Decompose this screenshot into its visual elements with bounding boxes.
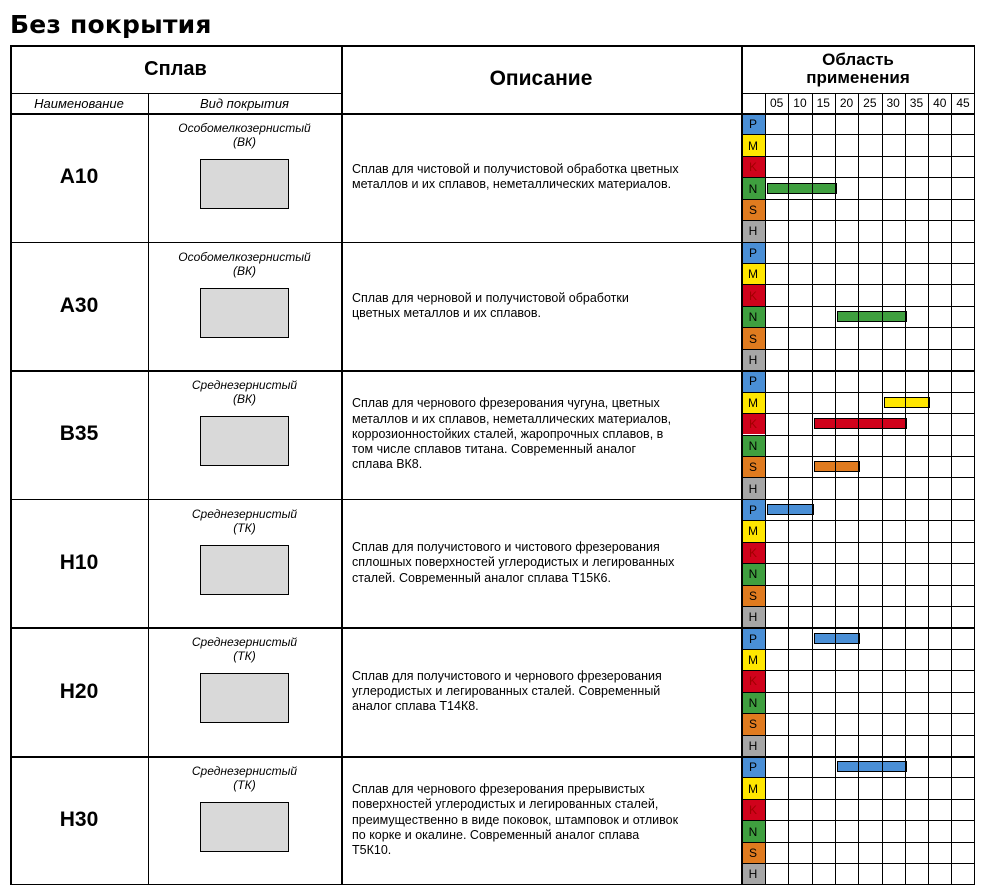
coating-swatch: [200, 288, 289, 338]
coating-line: Особомелкозернистый: [178, 121, 311, 135]
material-group-n: N: [741, 435, 765, 456]
table-border-left: [10, 45, 12, 885]
material-group-h: H: [741, 477, 765, 498]
description-line: Сплав для черновой и получистовой обработки: [352, 290, 629, 305]
row-border: [10, 756, 975, 758]
material-group-p: P: [741, 756, 765, 777]
row-border: [10, 499, 975, 501]
description-text: [352, 291, 629, 322]
material-group-k: K: [741, 542, 765, 563]
coating-line: (ВК): [232, 392, 257, 407]
alloy-name: H30: [59, 808, 99, 832]
description-line: углеродистых и легированных сталей. Современный: [352, 684, 661, 699]
description-line: металлов и их сплавов, неметаллических материалов.: [352, 177, 672, 192]
alloy-name: A30: [59, 293, 99, 317]
scale-tick: 10: [793, 96, 807, 110]
application-range-bar: [814, 418, 907, 429]
description-line: Сплав для получистового и чистового фрезерования: [352, 540, 660, 555]
material-group-s: S: [741, 199, 765, 220]
scale-column-border: [765, 93, 766, 885]
material-group-k: K: [741, 156, 765, 177]
coating-swatch: [200, 673, 289, 723]
row-border: [10, 113, 975, 115]
description-text: [352, 669, 662, 715]
material-group-s: S: [741, 842, 765, 863]
alloy-description: [352, 113, 742, 242]
coating-swatch: [200, 545, 289, 595]
description-line: том числе сплавов титана. Современный аналог: [352, 442, 637, 457]
table-border-bottom: [10, 884, 975, 886]
material-group-n: N: [741, 692, 765, 713]
alloy-description: [352, 370, 742, 499]
coating-column-header: Вид покрытия: [199, 95, 290, 111]
scale-tick: 40: [933, 96, 947, 110]
coating-type-label: [148, 121, 341, 149]
material-group-h: H: [741, 606, 765, 627]
description-text: [352, 396, 671, 472]
name-column-header: Наименование: [34, 95, 124, 111]
coating-line: (ТК): [233, 520, 256, 535]
alloy-name: H20: [59, 679, 99, 703]
application-range-bar: [767, 183, 837, 194]
scale-column-border: [882, 93, 883, 885]
scale-tick: 35: [909, 96, 924, 110]
material-group-k: K: [741, 413, 765, 434]
description-column-border: [341, 45, 343, 885]
material-group-p: P: [741, 242, 765, 263]
material-group-m: M: [741, 520, 765, 541]
material-group-h: H: [741, 349, 765, 370]
material-group-n: N: [741, 563, 765, 584]
scale-tick: 30: [886, 96, 900, 110]
description-line: цветных металлов и их сплавов.: [352, 305, 541, 320]
alloy-name: B35: [59, 422, 99, 446]
subheader-border: [10, 93, 341, 94]
coating-type-label: [148, 635, 341, 663]
coating-line: Среднезернистый: [191, 506, 298, 521]
alloy-description: [352, 627, 742, 756]
table-border-top: [10, 45, 975, 47]
description-line: поверхностей углеродистых и легированных сталей,: [352, 797, 659, 812]
description-line: Сплав для чернового фрезерования прерывистых: [352, 782, 645, 797]
coating-line: Среднезернистый: [191, 764, 298, 778]
coating-line: Среднезернистый: [191, 635, 298, 650]
material-group-m: M: [741, 263, 765, 284]
coating-type-label: [148, 378, 341, 406]
material-group-h: H: [741, 863, 765, 884]
coating-line: Среднезернистый: [191, 378, 298, 393]
scale-tick: 45: [956, 96, 970, 110]
material-group-k: K: [741, 670, 765, 691]
coating-swatch: [200, 416, 289, 466]
description-line: преимущественно в виде поковок, штамповок и отливок: [352, 812, 679, 827]
material-group-s: S: [741, 585, 765, 606]
material-group-s: S: [741, 713, 765, 734]
description-text: [352, 162, 679, 193]
material-group-k: K: [741, 284, 765, 305]
material-group-n: N: [741, 306, 765, 327]
scale-tick: 15: [816, 96, 830, 110]
area-column-border: [741, 45, 743, 885]
alloy-header: Сплав: [144, 57, 207, 80]
coating-line: (ТК): [233, 778, 256, 792]
application-area-header: Область применения: [806, 50, 910, 87]
scale-column-border: [835, 93, 836, 885]
application-range-bar: [837, 761, 907, 772]
material-group-m: M: [741, 392, 765, 413]
application-range-bar: [837, 311, 907, 322]
coating-swatch: [200, 802, 289, 852]
material-group-n: N: [741, 820, 765, 841]
coating-type-label: [148, 250, 341, 278]
alloy-description: [352, 499, 742, 628]
description-text: [352, 782, 678, 858]
material-group-h: H: [741, 735, 765, 756]
coating-line: Особомелкозернистый: [178, 249, 311, 264]
description-line: Сплав для чернового фрезерования чугуна, цветных: [352, 396, 660, 411]
table-border-right: [974, 45, 976, 885]
coating-swatch: [200, 159, 289, 209]
scale-tick: 20: [839, 96, 854, 110]
description-line: Сплав для чистовой и получистовой обработка цветных: [352, 162, 679, 176]
scale-column-border: [858, 93, 859, 885]
name-column-border: [148, 93, 149, 885]
coating-type-label: [148, 764, 341, 792]
description-line: Сплав для получистового и чернового фрезерования: [352, 668, 662, 683]
scale-column-border: [905, 93, 906, 885]
alloy-table: [10, 45, 975, 885]
page-title: Без покрытия: [10, 10, 212, 39]
scale-tick: 25: [863, 96, 877, 110]
material-group-m: M: [741, 134, 765, 155]
description-line: металлов и их сплавов, неметаллических материалов,: [352, 411, 672, 426]
material-group-p: P: [741, 627, 765, 648]
coating-type-label: [148, 507, 341, 535]
scale-column-border: [788, 93, 789, 885]
alloy-description: [352, 756, 742, 885]
description-line: Т5К10.: [352, 843, 392, 858]
material-group-n: N: [741, 177, 765, 198]
application-range-bar: [814, 633, 861, 644]
coating-line: (ВК): [232, 135, 257, 149]
material-group-k: K: [741, 799, 765, 820]
description-line: аналог сплава Т14К8.: [352, 699, 479, 714]
scale-tick: 05: [769, 96, 784, 110]
description-line: сплошных поверхностей углеродистых и легированных: [352, 555, 675, 570]
alloy-description: [352, 242, 742, 371]
row-border: [10, 370, 975, 372]
material-group-p: P: [741, 113, 765, 134]
material-group-s: S: [741, 456, 765, 477]
description-header: Описание: [489, 66, 593, 90]
description-line: сплава ВК8.: [352, 457, 423, 472]
coating-line: (ВК): [232, 263, 257, 278]
description-line: по корке и окалине. Современный аналог сплава: [352, 827, 640, 842]
coating-line: (ТК): [233, 649, 256, 664]
application-range-bar: [767, 504, 814, 515]
row-border: [10, 627, 975, 629]
material-group-s: S: [741, 327, 765, 348]
material-group-p: P: [741, 370, 765, 391]
description-text: [352, 540, 674, 586]
material-group-m: M: [741, 777, 765, 798]
material-group-m: M: [741, 649, 765, 670]
application-range-bar: [884, 397, 931, 408]
scale-column-border: [928, 93, 929, 885]
scale-column-border: [812, 93, 813, 885]
row-border: [10, 242, 975, 244]
alloy-name: H10: [59, 551, 99, 575]
scale-column-border: [951, 93, 952, 885]
description-line: сталей. Современный аналог сплава Т15К6.: [352, 570, 611, 585]
alloy-name: A10: [59, 165, 99, 189]
description-line: коррозионностойких сталей, жаропрочных сплавов, в: [352, 426, 664, 441]
material-group-p: P: [741, 499, 765, 520]
application-range-bar: [814, 461, 861, 472]
material-group-h: H: [741, 220, 765, 241]
